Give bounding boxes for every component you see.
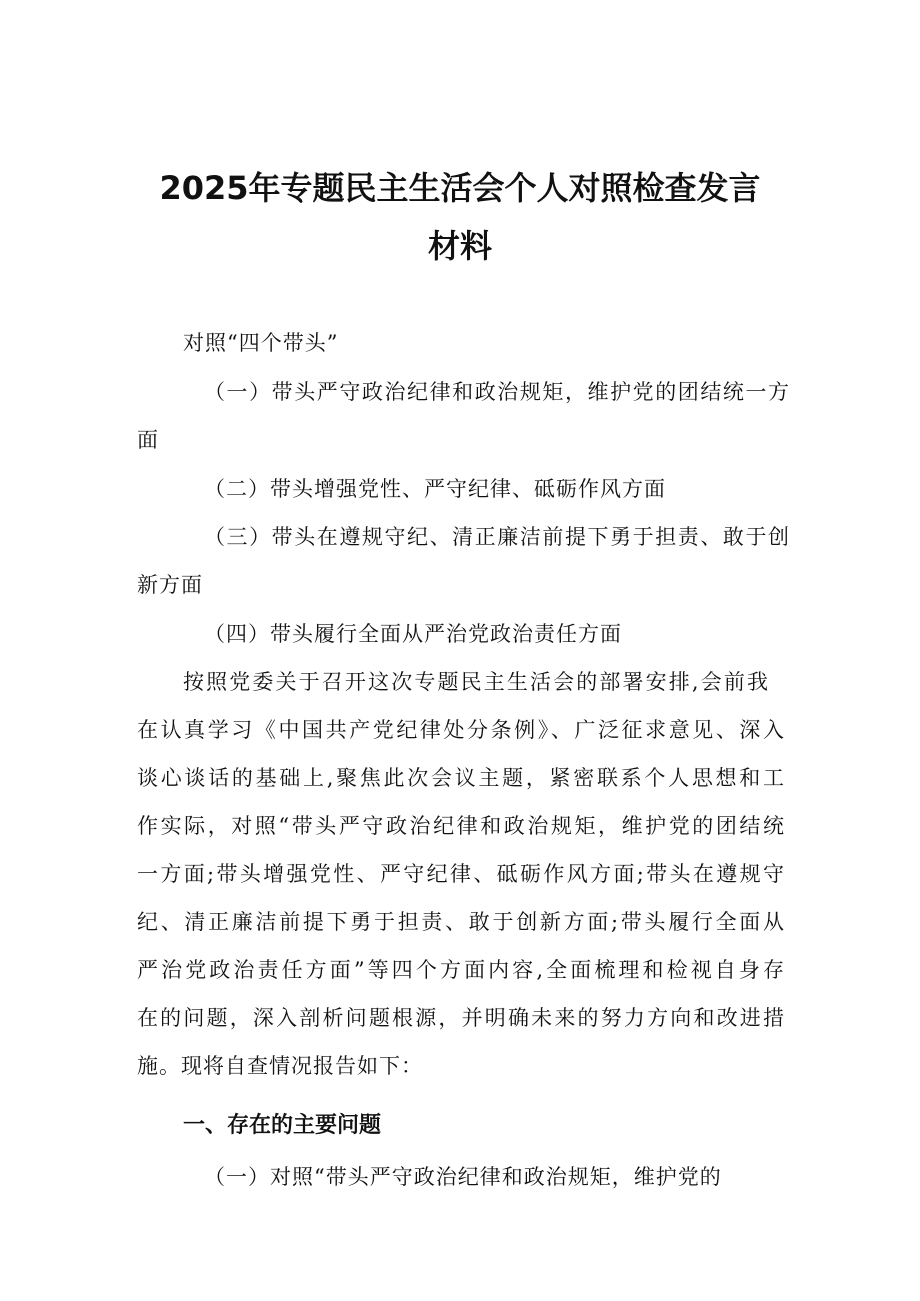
paragraph-line-5: 一方面;带头增强党性、严守纪律、砥砺作风方面;带头在遵规守	[137, 862, 785, 886]
intro-text: 对照“四个带头”	[183, 331, 339, 355]
item-1-line-1: （一）带头严守政治纪律和政治规矩，维护党的团结统一方	[204, 380, 790, 404]
paragraph-line-2: 在认真学习《中国共产党纪律处分条例》、广泛征求意见、深入	[137, 718, 785, 742]
paragraph-line-3: 谈心谈话的基础上,聚焦此次会议主题，紧密联系个人思想和工	[137, 766, 785, 790]
item-1-line-2: 面	[137, 428, 159, 452]
item-4-line-1: （四）带头履行全面从严治党政治责任方面	[204, 622, 622, 646]
item-2-line-1: （二）带头增强党性、严守纪律、砥砺作风方面	[204, 477, 666, 501]
section-heading: 一、存在的主要问题	[183, 1113, 382, 1138]
paragraph-line-1: 按照党委关于召开这次专题民主生活会的部署安排,会前我	[183, 670, 769, 694]
document-title-line-2: 材料	[427, 227, 492, 265]
paragraph-line-6: 纪、清正廉洁前提下勇于担责、敢于创新方面;带头履行全面从	[137, 910, 785, 934]
item-3-line-1: （三）带头在遵规守纪、清正廉洁前提下勇于担责、敢于创	[204, 525, 790, 549]
paragraph-line-8: 在的问题，深入剖析问题根源，并明确未来的努力方向和改进措	[137, 1006, 785, 1030]
paragraph-line-4: 作实际，对照“带头严守政治纪律和政治规矩，维护党的团结统	[137, 814, 785, 838]
item-3-line-2: 新方面	[137, 573, 203, 597]
section-first-line: （一）对照“带头严守政治纪律和政治规矩，维护党的	[204, 1165, 722, 1189]
paragraph-line-7: 严治党政治责任方面”等四个方面内容,全面梳理和检视自身存	[137, 958, 785, 982]
document-title-line-1: 2025年专题民主生活会个人对照检查发言	[159, 169, 761, 207]
paragraph-line-9: 施。现将自查情况报告如下：	[137, 1054, 423, 1078]
